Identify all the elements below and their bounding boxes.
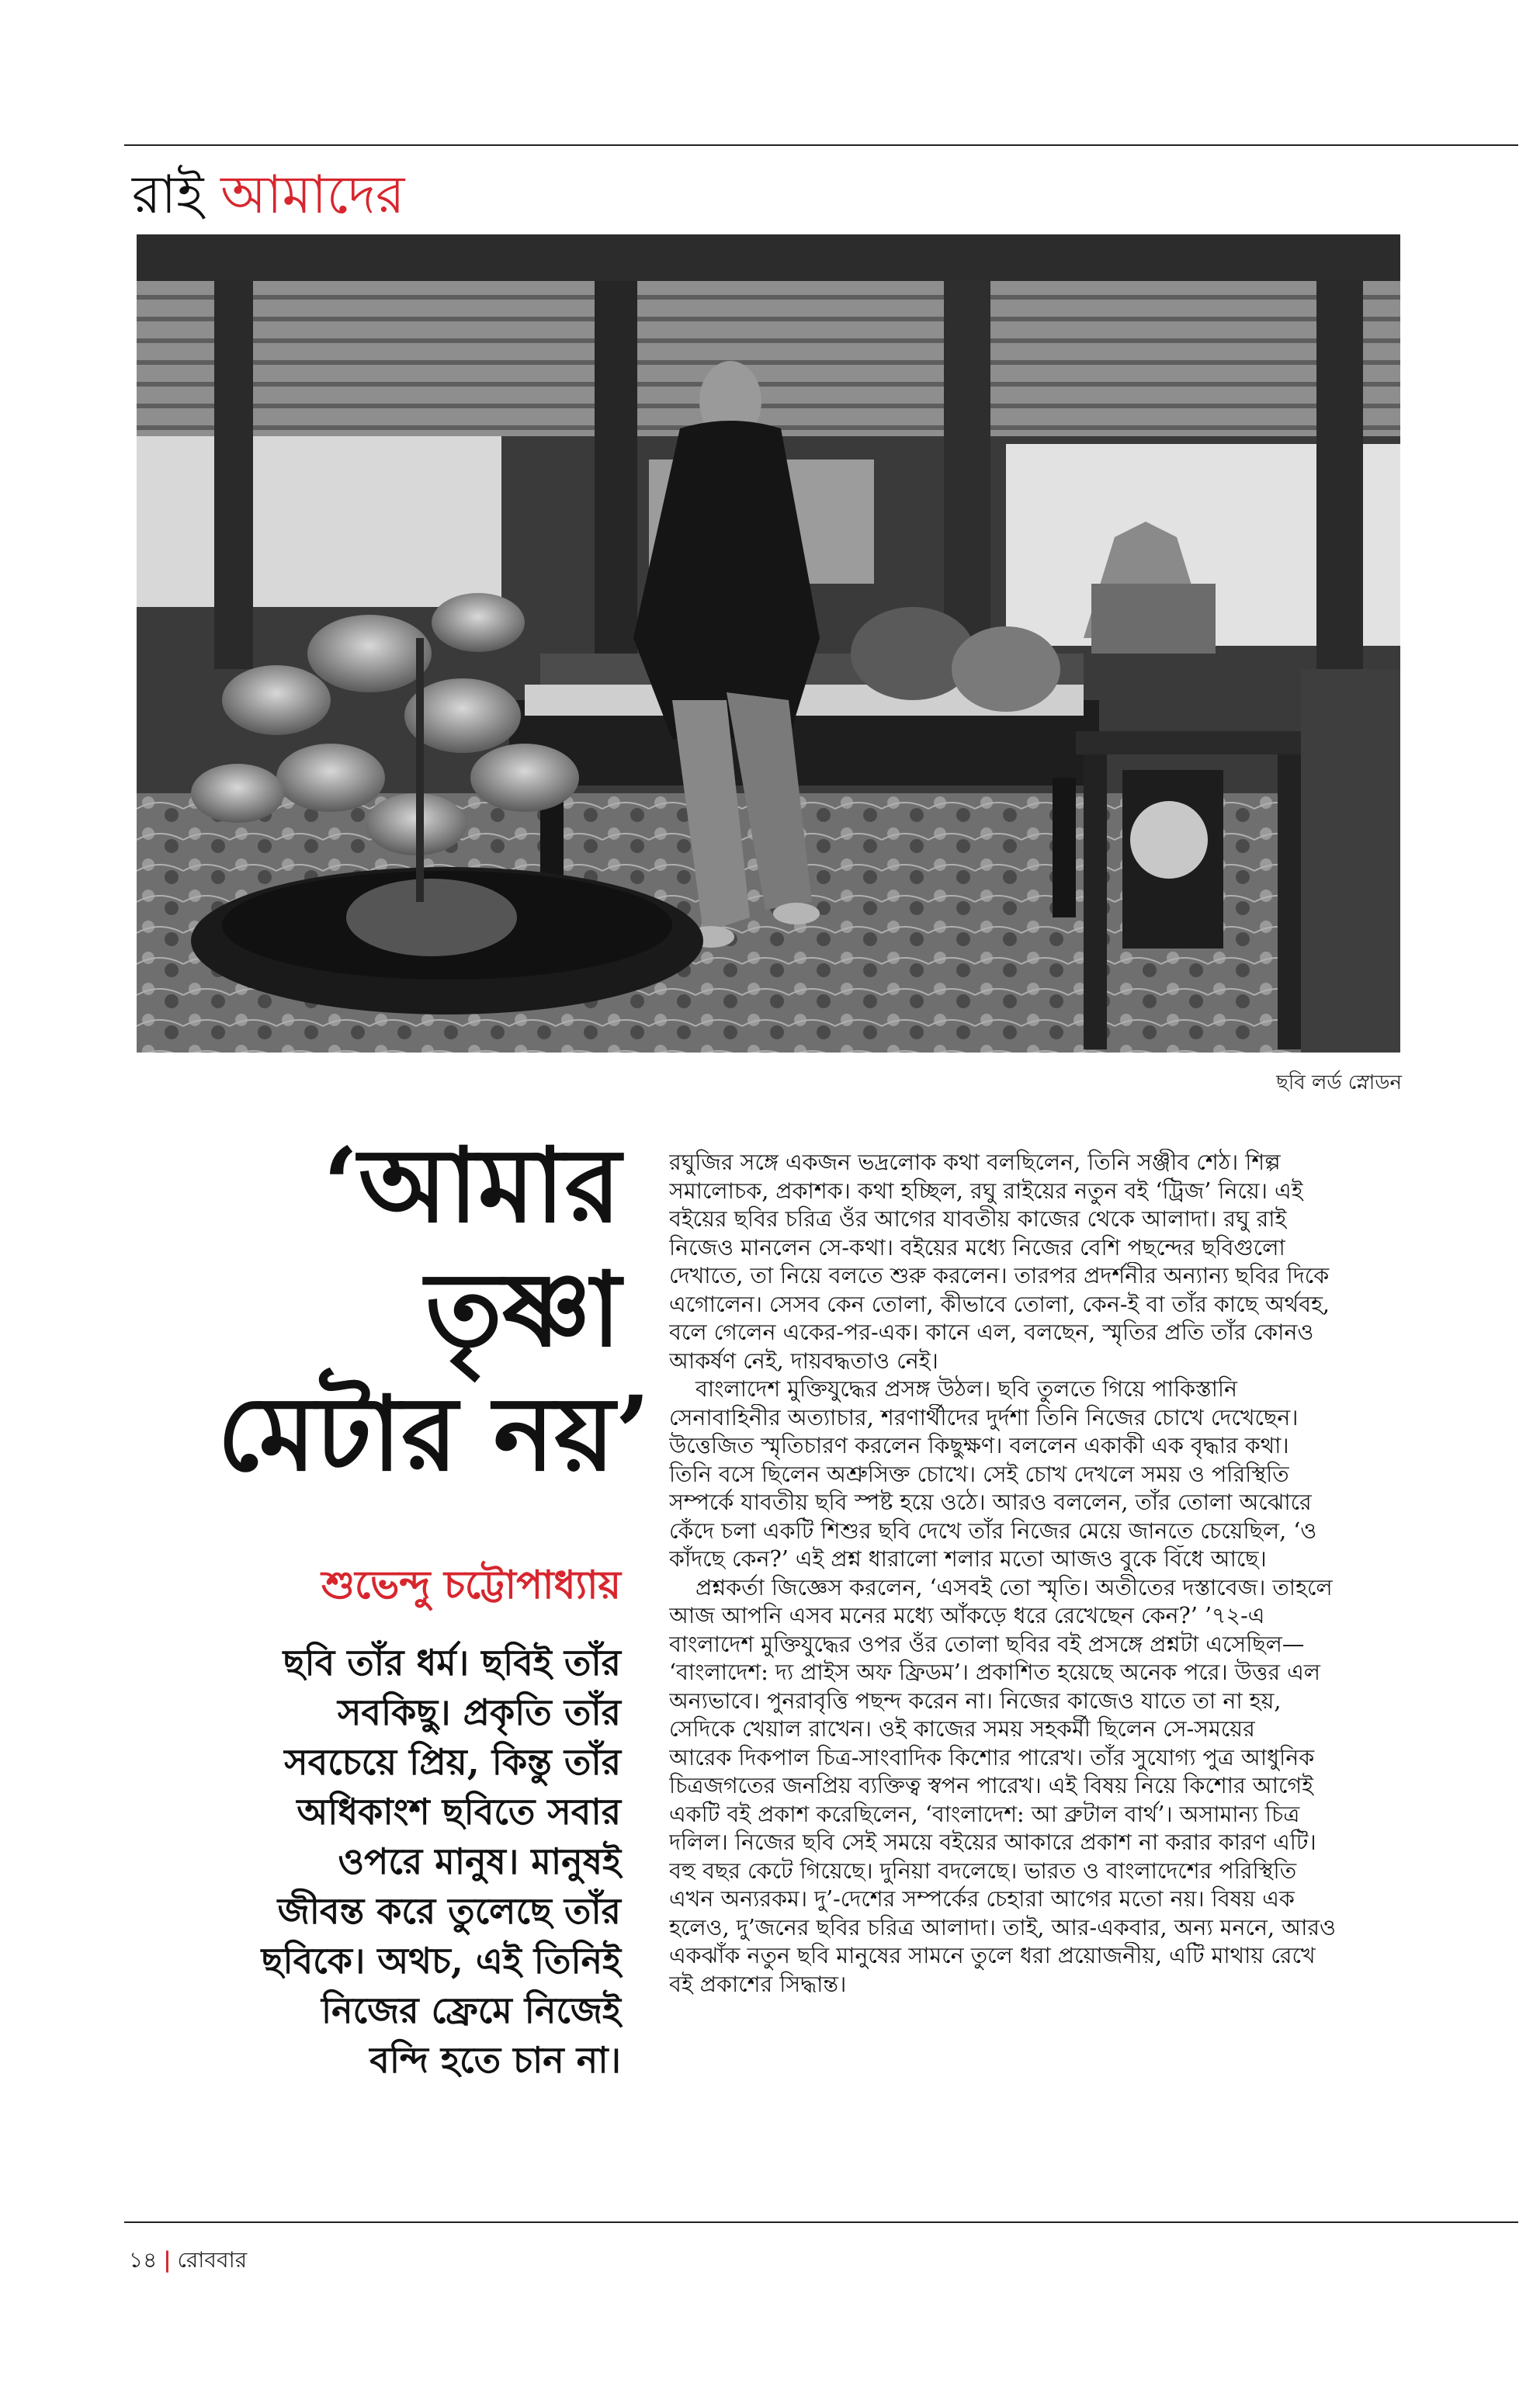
standfirst-line: বন্দি হতে চান না। <box>369 2039 621 2081</box>
body-line: এখন অন্যরকম। দু’-দেশের সম্পর্কের চেহারা আগের মতো নয়। বিষয় এক <box>669 1886 1295 1912</box>
body-line: বাংলাদেশ মুক্তিযুদ্ধের ওপর ওঁর তোলা ছবির বই প্রসঙ্গে প্রশ্নটা এসেছিল— <box>669 1631 1305 1657</box>
standfirst-line: ছবি তাঁর ধর্ম। ছবিই তাঁর <box>283 1642 621 1684</box>
standfirst-line: নিজের ফ্রেমে নিজেই <box>321 1989 621 2031</box>
body-line: বই প্রকাশের সিদ্ধান্ত। <box>669 1971 847 1997</box>
body-line: একঝাঁক নতুন ছবি মানুষের সামনে তুলে ধরা প্রয়োজনীয়, এটি মাথায় রেখে <box>669 1943 1316 1968</box>
standfirst-line: সবকিছু। প্রকৃতি তাঁর <box>337 1691 621 1733</box>
standfirst <box>225 1638 621 2085</box>
section-head <box>132 165 404 227</box>
body-line: আজ আপনি এসব মনের মধ্যে আঁকড়ে ধরে রেখেছেন কেন?’ ’৭২-এ <box>669 1603 1265 1628</box>
headline <box>217 1124 651 1496</box>
body-line: অন্যভাবে। পুনরাবৃত্তি পছন্দ করেন না। নিজের কাজেও যাতে তা না হয়, <box>669 1687 1282 1714</box>
section-label-red: আমাদের <box>220 165 405 226</box>
body-line: বইয়ের ছবির চরিত্র ওঁর আগের যাবতীয় কাজের থেকে আলাদা। রঘু রাই <box>669 1206 1287 1232</box>
folio-separator: | <box>163 2247 172 2273</box>
page-number: ১৪ <box>129 2247 158 2273</box>
body-line: কাঁদছে কেন?’ এই প্রশ্ন ধারালো শলার মতো আজও বুকে বিঁধে আছে। <box>669 1546 1267 1572</box>
standfirst-line: ছবিকে। অথচ, এই তিনিই <box>261 1940 621 1982</box>
body-line: সেনাবাহিনীর অত্যাচার, শরণার্থীদের দুর্দশা তিনি নিজের চোখে দেখেছেন। <box>669 1404 1299 1431</box>
body-line: কেঁদে চলা একটি শিশুর ছবি দেখে তাঁর নিজের মেয়ে জানতে চেয়েছিল, ‘ও <box>669 1517 1317 1544</box>
body-line: রঘুজির সঙ্গে একজন ভদ্রলোক কথা বলছিলেন, তিনি সঞ্জীব শেঠ। শিল্প <box>669 1150 1281 1175</box>
body-line: এগোলেন। সেসব কেন তোলা, কীভাবে তোলা, কেন-ই বা তাঁর কাছে অর্থবহ, <box>669 1291 1330 1317</box>
bottom-rule <box>124 2221 1518 2223</box>
body-line: প্রশ্নকর্তা জিজ্ঞেস করলেন, ‘এসবই তো স্মৃতি। অতীতের দস্তাবেজ। তাহলে <box>695 1574 1333 1601</box>
body-line: আরেক দিকপাল চিত্র-সাংবাদিক কিশোর পারেখ। তাঁর সুযোগ্য পুত্র আধুনিক <box>669 1744 1315 1770</box>
headline-line: ‘আমার <box>322 1125 621 1246</box>
body-line: সমালোচক, প্রকাশক। কথা হচ্ছিল, রঘু রাইয়ের নতুন বই ‘ট্রিজ’ নিয়ে। এই <box>669 1177 1303 1204</box>
body-line: নিজেও মানলেন সে-কথা। বইয়ের মধ্যে নিজের বেশি পছন্দের ছবিগুলো <box>669 1234 1285 1261</box>
body-line: উত্তেজিত স্মৃতিচারণ করলেন কিছুক্ষণ। বললেন একাকী এক বৃদ্ধার কথা। <box>669 1433 1289 1458</box>
headline-line: তৃষ্ণা <box>425 1250 621 1370</box>
window-left <box>137 428 501 607</box>
body-line: একটি বই প্রকাশ করেছিলেন, ‘বাংলাদেশ: আ ব্রুটাল বার্থ’। অসামান্য চিত্র <box>669 1801 1300 1827</box>
body-line: বলে গেলেন একের-পর-এক। কানে এল, বলছেন, স্মৃতির প্রতি তাঁর কোনও <box>669 1320 1314 1345</box>
body-line: সেদিকে খেয়াল রাখেন। ওই কাজের সময় সহকর্মী ছিলেন সে-সময়ের <box>669 1716 1255 1742</box>
body-line: তিনি বসে ছিলেন অশ্রুসিক্ত চোখে। সেই চোখ দেখলে সময় ও পরিস্থিতি <box>669 1461 1289 1487</box>
folio <box>129 2243 247 2280</box>
body-line: সম্পর্কে যাবতীয় ছবি স্পষ্ট হয়ে ওঠে। আরও বললেন, তাঁর তোলা অঝোরে <box>669 1490 1312 1515</box>
standfirst-line: জীবন্ত করে তুলেছে তাঁর <box>277 1890 621 1932</box>
author-byline: শুভেন্দু চট্টোপাধ্যায় <box>321 1562 621 1607</box>
publication-name: রোববার <box>177 2247 248 2273</box>
photo-illustration <box>137 234 1400 1053</box>
body-line: বহু বছর কেটে গিয়েছে। দুনিয়া বদলেছে। ভারত ও বাংলাদেশের পরিস্থিতি <box>669 1857 1297 1884</box>
body-line: ‘বাংলাদেশ: দ্য প্রাইস অফ ফ্রিডম’। প্রকাশিত হয়েছে অনেক পরে। উত্তর এল <box>669 1659 1321 1685</box>
standfirst-line: ওপরে মানুষ। মানুষই <box>338 1840 621 1882</box>
body-line: আকর্ষণ নেই, দায়বদ্ধতাও নেই। <box>669 1347 938 1374</box>
body-line: দলিল। নিজের ছবি সেই সময়ে বইয়ের আকারে প্রকাশ না করার কারণ এটি। <box>669 1829 1316 1855</box>
body-line: হলেও, দু’জনের ছবির চরিত্র আলাদা। তাই, আর-একবার, অন্য মননে, আরও <box>669 1914 1336 1940</box>
headline-line: মেটার নয়’ <box>217 1374 651 1494</box>
photo-credit: ছবি লর্ড স্নোডন <box>1276 1071 1402 1094</box>
body-line: বাংলাদেশ মুক্তিযুদ্ধের প্রসঙ্গ উঠল। ছবি তুলতে গিয়ে পাকিস্তানি <box>695 1376 1238 1402</box>
article-body <box>669 1149 1405 1999</box>
standfirst-line: সবচেয়ে প্রিয়, কিন্তু তাঁর <box>284 1741 621 1783</box>
chair <box>1076 731 1309 754</box>
standfirst-line: অধিকাংশ ছবিতে সবার <box>297 1791 621 1833</box>
body-line: দেখাতে, তা নিয়ে বলতে শুরু করলেন। তারপর প্রদর্শনীর অন্যান্য ছবির দিকে <box>669 1263 1330 1288</box>
section-label-black: রাই <box>132 165 204 226</box>
top-rule <box>124 144 1518 146</box>
body-line: চিত্রজগতের জনপ্রিয় ব্যক্তিত্ব স্বপন পারেখ। এই বিষয় নিয়ে কিশোর আগেই <box>669 1773 1313 1798</box>
feature-photo <box>137 234 1400 1053</box>
